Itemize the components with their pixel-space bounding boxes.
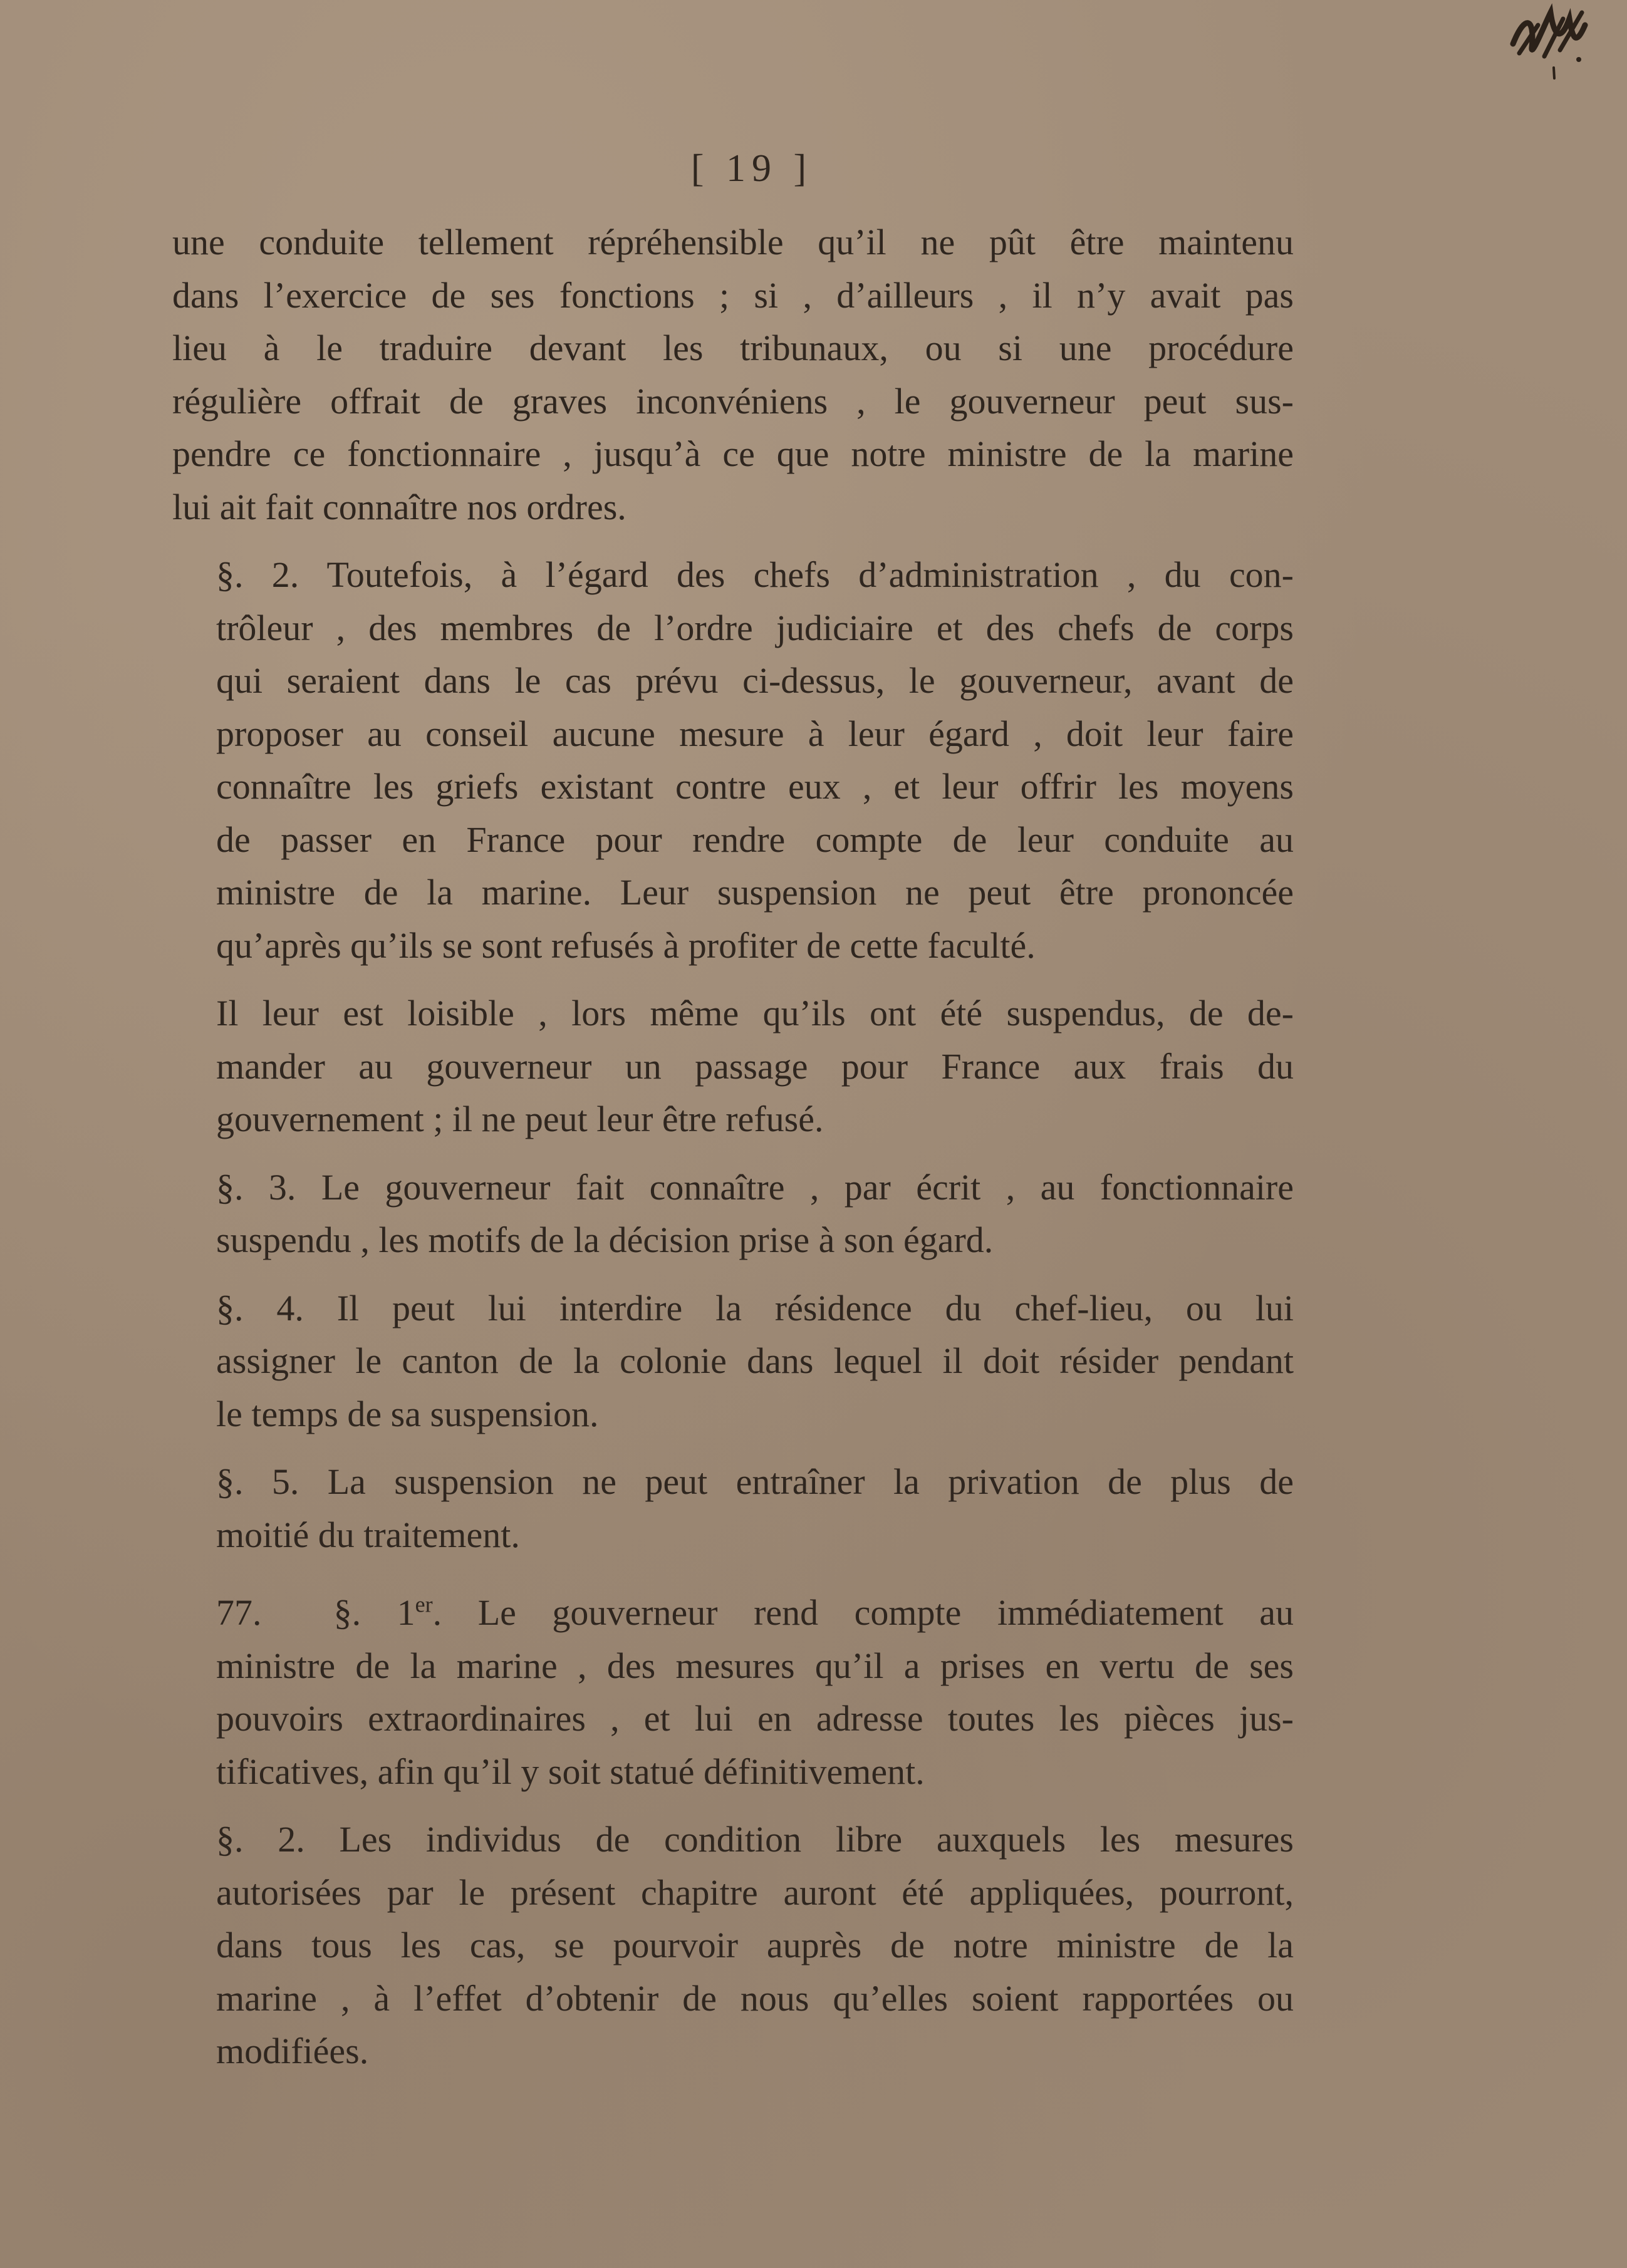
text-line: pendre ce fonctionnaire , jusqu’à ce que notre ministre de la marine (172, 433, 1294, 474)
text-line: ministre de la marine , des mesures qu’il a prises en vertu de ses (216, 1645, 1294, 1686)
text-line: le temps de sa suspension. (216, 1393, 599, 1434)
text-line: trôleur , des membres de l’ordre judiciaire et des chefs de corps (216, 607, 1294, 648)
paragraph-section-3 (172, 1161, 1294, 1267)
text-line: régulière offrait de graves inconvéniens , le gouverneur peut sus- (172, 380, 1294, 422)
paragraph-article-77 (172, 1587, 1294, 1798)
text-line: §. 2. Toutefois, à l’égard des chefs d’administration , du con- (216, 554, 1294, 595)
section-label: §. 1 (333, 1592, 415, 1633)
text-line: §. 5. La suspension ne peut entraîner la privation de plus de (216, 1461, 1294, 1502)
text-line: lieu à le traduire devant les tribunaux, ou si une procédure (172, 328, 1294, 368)
section-superscript: er (415, 1592, 433, 1617)
text-line: proposer au conseil aucune mesure à leur égard , doit leur faire (216, 713, 1294, 754)
text-line: §. 4. Il peut lui interdire la résidence du chef-lieu, ou lui (216, 1287, 1294, 1328)
text-line: §. 3. Le gouverneur fait connaître , par écrit , au fonctionnaire (216, 1166, 1294, 1208)
text-line: dans l’exercice de ses fonctions ; si , d’ailleurs , il n’y avait pas (172, 274, 1294, 316)
text-line-article-77 (172, 1587, 1294, 1640)
text-line: pouvoirs extraordinaires , et lui en adresse toutes les pièces jus- (216, 1698, 1294, 1739)
text-line: §. 2. Les individus de condition libre auxquels les mesures (216, 1819, 1294, 1860)
text-line: mander au gouverneur un passage pour France aux frais du (216, 1045, 1294, 1087)
handwritten-scribble-icon (1500, 0, 1594, 94)
text-line: moitié du traitement. (216, 1514, 520, 1555)
text-line: assigner le canton de la colonie dans lequel il doit résider pendant (216, 1340, 1294, 1381)
text-line: lui ait fait connaître nos ordres. (172, 486, 626, 527)
paragraph-section-5 (172, 1456, 1294, 1561)
text-line: qui seraient dans le cas prévu ci-dessus, le gouverneur, avant de (216, 660, 1294, 701)
text-line: qu’après qu’ils se sont refusés à profiter de cette faculté. (216, 924, 1036, 966)
article-number: 77. (216, 1592, 262, 1633)
text-line: de passer en France pour rendre compte de leur conduite au (216, 819, 1294, 860)
page-number: [ 19 ] (690, 147, 813, 190)
text-line: suspendu , les motifs de la décision prise à son égard. (216, 1219, 994, 1260)
paragraph-section-2 (172, 549, 1294, 972)
text-line: modifiées. (216, 2031, 369, 2071)
body-text (172, 216, 1294, 2078)
paragraph-article-77-section-2 (172, 1813, 1294, 2078)
text-line: marine , à l’effet d’obtenir de nous qu’elles soient rapportées ou (216, 1977, 1294, 2019)
text-line: Il leur est loisible , lors même qu’ils ont été suspendus, de de- (216, 993, 1294, 1033)
text-line: dans tous les cas, se pourvoir auprès de notre ministre de la (216, 1925, 1294, 1965)
text-line: tificatives, afin qu’il y soit statué définitivement. (216, 1751, 925, 1792)
text-line: ministre de la marine. Leur suspension ne peut être prononcée (216, 872, 1294, 913)
paragraph-loisible (172, 987, 1294, 1146)
text-line: connaître les griefs existant contre eux , et leur offrir les moyens (216, 766, 1294, 807)
paragraph-section-4 (172, 1282, 1294, 1441)
text-line: autorisées par le présent chapitre auront été appliquées, pourront, (216, 1872, 1294, 1913)
article-first-line-rest: . Le gouverneur rend compte immédiatement au (432, 1592, 1294, 1633)
paragraph-1 (172, 216, 1294, 534)
text-line: une conduite tellement répréhensible qu’il ne pût être maintenu (172, 222, 1294, 262)
text-line: gouvernement ; il ne peut leur être refusé. (216, 1099, 824, 1139)
